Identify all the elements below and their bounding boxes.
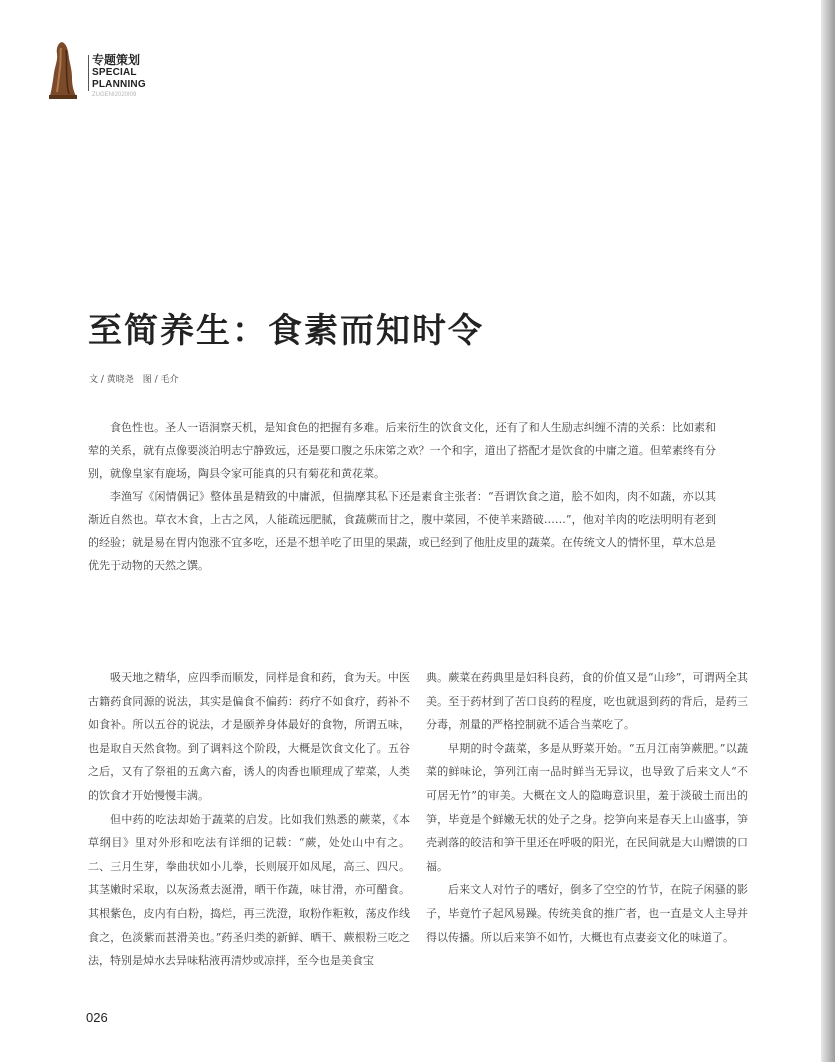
section-title-en: SPECIAL PLANNING [92,67,146,90]
page-number: 026 [86,1010,108,1025]
article-byline: 文 / 黄晓尧 图 / 毛介 [89,375,179,385]
section-title-zh: 专题策划 [92,53,141,67]
article-title: 至简养生：食素而知时令 [88,311,484,351]
body-column-right [426,666,748,949]
issue-code: ZUGENI2020I09 [92,92,137,98]
body-paragraph: 后来文人对竹子的嗜好，倒多了空空的竹节，在院子闲骚的影子，毕竟竹子起风易躁。传统美食的推广者，也一直是文人主导并得以传播。所以后来笋不如竹，大概也有点妻妾文化的味道了。 [426,883,748,944]
body-paragraph: 早期的时令蔬菜，多是从野菜开始。“五月江南笋蕨肥。”以蔬菜的鲜味论，笋列江南一品时鲜当无异议，也导致了后来文人“不可居无竹”的审美。大概在文人的隐晦意识里，羞于淡破土而出的笋，毕竟是个鲜嫩无状的处子之身。挖笋向来是春天上山盛事，笋壳剥落的皎洁和笋干里还在呼吸的阳光，在民间就是大山赠馈的口福。 [426,741,748,873]
body-column-left [88,666,410,973]
body-paragraph: 吸天地之精华，应四季而顺发，同样是食和药，食为天。中医古籍药食同源的说法，其实是偏食不偏药：药疗不如食疗，药补不如食补。所以五谷的说法，才是颐养身体最好的食物，所谓五味，也是取自天然食物。到了调料这个阶段，大概是饮食文化了。五谷之后，又有了祭祖的五禽六畜，诱人的肉香也顺理成了荤菜，人类的饮食才开始慢慢丰满。 [88,671,410,802]
header-divider [88,55,89,91]
header-text-block [92,53,146,100]
body-paragraph-continued: 典。蕨菜在药典里是妇科良药，食的价值又是“山珍”，可谓两全其美。至于药材到了苦口良药的程度，吃也就退到药的背后，是药三分毒，剂量的严格控制就不适合当菜吃了。 [426,671,748,732]
page-edge-photo-strip [821,0,835,1062]
carved-figure-icon [48,40,78,100]
body-paragraph: 但中药的吃法却始于蔬菜的启发。比如我们熟悉的蕨菜，《本草纲目》里对外形和吃法有详细的记载：“蕨，处处山中有之。二、三月生芽，拳曲状如小儿拳，长则展开如凤尾，高三、四尺。其茎嫩时采取，以灰汤煮去涎滑，晒干作蔬，味甘滑，亦可醋食。其根紫色，皮内有白粉，捣烂，再三洗澄，取粉作粔籹，荡皮作线食之，色淡紫而甚滑美也。”药圣归类的新鲜、晒干、蕨根粉三吃之法，特别是焯水去异味粘液再清炒或凉拌，至今也是美食宝 [88,812,410,968]
intro-paragraph: 李渔写《闲情偶记》整体虽是精致的中庸派，但揣摩其私下还是素食主张者：“吾谓饮食之道，脍不如肉，肉不如蔬，亦以其渐近自然也。草衣木食，上古之风，人能疏远肥腻，食蔬蕨而甘之，腹中菜园，不使羊来踏破……”，他对羊肉的吃法明明有老到的经验；就是易在胃内饱涨不宜多吃，还是不想羊吃了田里的果蔬，或已经到了他肚皮里的蔬菜。在传统文人的情怀里，草木总是优先于动物的天然之馔。 [88,490,716,572]
intro-paragraph: 食色性也。圣人一语洞察天机，是知食色的把握有多难。后来衍生的饮食文化，还有了和人生励志纠缠不清的关系：比如素和荤的关系，就有点像要淡泊明志宁静致远，还是要口腹之乐床笫之欢？一个和字，道出了搭配才是饮食的中庸之道。但荤素终有分别，就像皇家有鹿场，陶县令家可能真的只有菊花和黄花菜。 [88,421,716,480]
article-intro [88,416,716,577]
